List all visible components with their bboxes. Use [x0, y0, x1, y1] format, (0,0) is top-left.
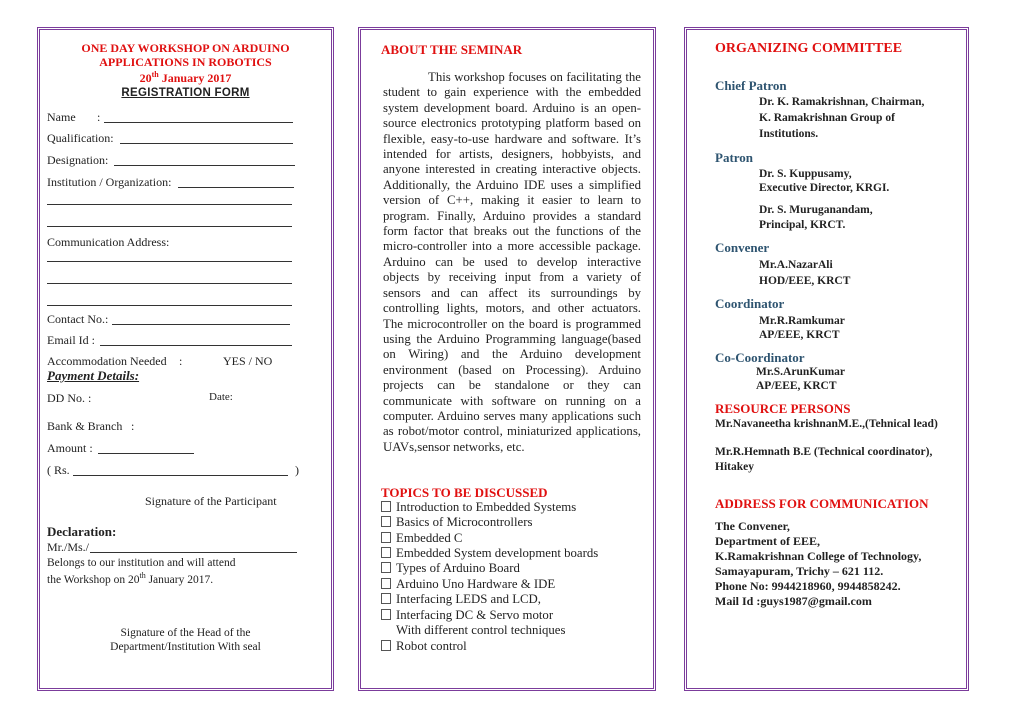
checkbox-icon — [381, 562, 391, 573]
cocoordinator-line2: AP/EEE, KRCT — [756, 380, 837, 392]
topic-item: Basics of Microcontrollers — [381, 515, 532, 530]
date-label: Date: — [209, 391, 233, 403]
institution-field-line2[interactable] — [47, 204, 292, 205]
resource-person-2-line2: Hitakey — [715, 461, 754, 473]
address-email[interactable]: Mail Id :guys1987@gmail.com — [715, 594, 872, 608]
bank-colon: : — [131, 419, 135, 433]
rs-field[interactable] — [73, 475, 288, 476]
topic-item: Interfacing LEDS and LCD, — [381, 592, 541, 607]
convener-line1: Mr.A.NazarAli — [759, 259, 833, 271]
rs-open: ( Rs. — [47, 463, 70, 477]
patron1-line1: Dr. S. Kuppusamy, — [759, 168, 852, 180]
coordinator-line1: Mr.R.Ramkumar — [759, 315, 845, 327]
signature-head-line1: Signature of the Head of the — [120, 627, 251, 639]
accommodation-label: Accommodation Needed — [47, 354, 167, 368]
patron2-line1: Dr. S. Muruganandam, — [759, 204, 873, 216]
topic-item: Embedded C — [381, 531, 462, 546]
registration-panel — [37, 27, 334, 691]
address-field-line2[interactable] — [47, 283, 292, 284]
chief-patron-label: Chief Patron — [715, 78, 787, 93]
belongs-text: Belongs to our institution and will attend — [47, 557, 236, 569]
patron-label: Patron — [715, 150, 754, 165]
payment-details-title: Payment Details: — [47, 368, 140, 383]
dd-label: DD No. : — [47, 391, 92, 405]
institution-field-line3[interactable] — [47, 226, 292, 227]
checkbox-icon — [381, 578, 391, 589]
signature-head-line2: Department/Institution With seal — [110, 641, 261, 653]
accommodation-colon: : — [179, 354, 183, 368]
declaration-title: Declaration: — [47, 524, 117, 539]
registration-form-title: REGISTRATION FORM — [121, 87, 250, 99]
topic-item: Interfacing DC & Servo motor — [381, 608, 553, 623]
mr-ms-label: Mr./Ms./ — [47, 540, 90, 554]
cocoordinator-line1: Mr.S.ArunKumar — [756, 366, 846, 378]
workshop-date: 20th January 2017 — [139, 70, 232, 85]
checkbox-icon — [381, 516, 391, 527]
email-field[interactable] — [100, 345, 292, 346]
checkbox-icon — [381, 501, 391, 512]
contact-label: Contact No.: — [47, 312, 109, 326]
checkbox-icon — [381, 640, 391, 651]
address-line3: K.Ramakrishnan College of Technology, — [715, 549, 922, 563]
checkbox-icon — [381, 609, 391, 620]
signature-participant: Signature of the Participant — [145, 494, 277, 508]
address-line2: Department of EEE, — [715, 534, 820, 548]
address-line1: The Convener, — [715, 519, 790, 533]
amount-field[interactable] — [98, 453, 194, 454]
name-field[interactable] — [104, 122, 293, 123]
checkbox-icon — [381, 593, 391, 604]
resource-person-1: Mr.Navaneetha krishnanM.E.,(Tehnical lead) — [715, 418, 938, 430]
name-colon: : — [97, 110, 101, 124]
chief-patron-line3: Institutions. — [759, 128, 819, 140]
patron2-line2: Principal, KRCT. — [759, 219, 846, 231]
qualification-field[interactable] — [120, 143, 293, 144]
address-phone: Phone No: 9944218960, 9944858242. — [715, 579, 901, 593]
topic-item: Robot control — [381, 639, 467, 654]
resource-persons-title: RESOURCE PERSONS — [715, 401, 851, 416]
topic-item: Types of Arduino Board — [381, 561, 520, 576]
about-seminar-title: ABOUT THE SEMINAR — [381, 42, 523, 57]
topic-item: Introduction to Embedded Systems — [381, 500, 576, 515]
address-line4: Samayapuram, Trichy – 621 112. — [715, 564, 884, 578]
mr-ms-field[interactable] — [90, 552, 297, 553]
address-field-line3[interactable] — [47, 305, 292, 306]
designation-label: Designation: — [47, 153, 109, 167]
designation-field[interactable] — [114, 165, 295, 166]
seminar-panel — [358, 27, 656, 691]
institution-field[interactable] — [178, 187, 294, 188]
convener-label: Convener — [715, 240, 770, 255]
resource-person-2-line1: Mr.R.Hemnath B.E (Technical coordinator), — [715, 446, 933, 458]
topics-title: TOPICS TO BE DISCUSSED — [381, 485, 548, 500]
chief-patron-line2: K. Ramakrishnan Group of — [759, 112, 895, 124]
checkbox-icon — [381, 547, 391, 558]
topic-item: Arduino Uno Hardware & IDE — [381, 577, 555, 592]
rs-close: ) — [295, 463, 299, 477]
cocoordinator-label: Co-Coordinator — [715, 350, 805, 365]
contact-field[interactable] — [112, 324, 290, 325]
address-field-line1[interactable] — [47, 261, 292, 262]
workshop-title-line2: APPLICATIONS IN ROBOTICS — [99, 55, 272, 69]
email-label: Email Id : — [47, 333, 95, 347]
workshop-on-text: the Workshop on 20th January 2017. — [47, 571, 214, 586]
committee-panel — [684, 27, 969, 691]
institution-label: Institution / Organization: — [47, 175, 172, 189]
chief-patron-line1: Dr. K. Ramakrishnan, Chairman, — [759, 96, 925, 108]
coordinator-line2: AP/EEE, KRCT — [759, 329, 840, 341]
communication-address-label: Communication Address: — [47, 235, 170, 249]
name-label: Name — [47, 110, 76, 124]
committee-title: ORGANIZING COMMITTEE — [715, 41, 903, 56]
bank-label: Bank & Branch — [47, 419, 123, 433]
address-title: ADDRESS FOR COMMUNICATION — [715, 496, 929, 511]
qualification-label: Qualification: — [47, 131, 114, 145]
amount-label: Amount : — [47, 441, 93, 455]
checkbox-icon — [381, 532, 391, 543]
topic-continuation: With different control techniques — [396, 623, 566, 637]
about-seminar-text: This workshop focuses on facilitating the student to gain experience with the embedded system development board. Arduino is an open-source electronics prototyping platform based on flexible, easy-to-use hardware and software. It’s intended for artists, designers, hobbyists, and anyone interested in creating interactive objects. Additionally, the Arduino IDE uses a simplified version of C++, making it easier to learn to program. Finally, Arduino provides a standard form factor that breaks out the functions of the micro-controller into a more accessible package. Arduino can be used to develop interactive objects by receiving input from a variety of sensors and can affect its surroundings by controlling lights, motors, and other actuators. The microcontroller on the board is programmed using the Arduino Programming language(based on Wiring) and the Arduino development environment (based on Processing). Arduino projects can be standalone or they can communicate with software on running on a computer. Arduino serves many applications such as robot/motor control, miniaturized applications, UAVs,sensor networks, etc. — [383, 70, 641, 454]
workshop-title-line1: ONE DAY WORKSHOP ON ARDUINO — [81, 41, 290, 55]
convener-line2: HOD/EEE, KRCT — [759, 275, 851, 287]
patron1-line2: Executive Director, KRGI. — [759, 182, 890, 194]
topic-item: Embedded System development boards — [381, 546, 598, 561]
accommodation-options[interactable]: YES / NO — [223, 354, 273, 368]
coordinator-label: Coordinator — [715, 296, 785, 311]
